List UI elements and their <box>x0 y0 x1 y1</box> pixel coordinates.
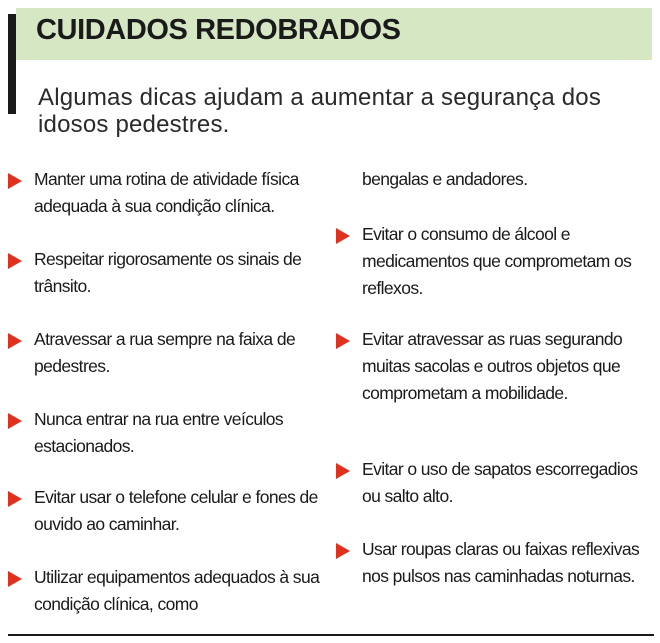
tip-text: Respeitar rigorosamente os sinais de trânsito. <box>34 249 302 296</box>
title-accent-bar <box>8 14 16 114</box>
tip-text: Evitar atravessar as ruas segurando muitas sacolas e outros objetos que comprometam a mobilidade. <box>362 329 623 403</box>
tip-text: Evitar o uso de sapatos escorregadios ou salto alto. <box>362 459 638 506</box>
tip-text: bengalas e andadores. <box>362 169 528 189</box>
page-title: CUIDADOS REDOBRADOS <box>36 14 401 46</box>
intro-text: Algumas dicas ajudam a aumentar a segurança dos idosos pedestres. <box>38 84 602 138</box>
triangle-right-icon <box>8 413 22 429</box>
tip-text: Evitar o consumo de álcool e medicamentos que comprometam os reflexos. <box>362 224 632 298</box>
triangle-right-icon <box>8 491 22 507</box>
triangle-right-icon <box>8 333 22 349</box>
tip-text: Utilizar equipamentos adequados à sua condição clínica, como <box>34 567 320 614</box>
triangle-right-icon <box>336 543 350 559</box>
tip-text: Atravessar a rua sempre na faixa de pedestres. <box>34 329 296 376</box>
triangle-right-icon <box>336 228 350 244</box>
tip-text: Usar roupas claras ou faixas reflexivas nos pulsos nas caminhadas noturnas. <box>362 539 640 586</box>
tip-text: Nunca entrar na rua entre veículos estacionados. <box>34 409 284 456</box>
triangle-right-icon <box>8 253 22 269</box>
triangle-right-icon <box>336 463 350 479</box>
tip-text: Evitar usar o telefone celular e fones de ouvido ao caminhar. <box>34 487 318 534</box>
tip-text: Manter uma rotina de atividade física adequada à sua condição clínica. <box>34 169 299 216</box>
triangle-right-icon <box>8 571 22 587</box>
triangle-right-icon <box>8 173 22 189</box>
triangle-right-icon <box>336 333 350 349</box>
bottom-divider <box>8 634 654 636</box>
